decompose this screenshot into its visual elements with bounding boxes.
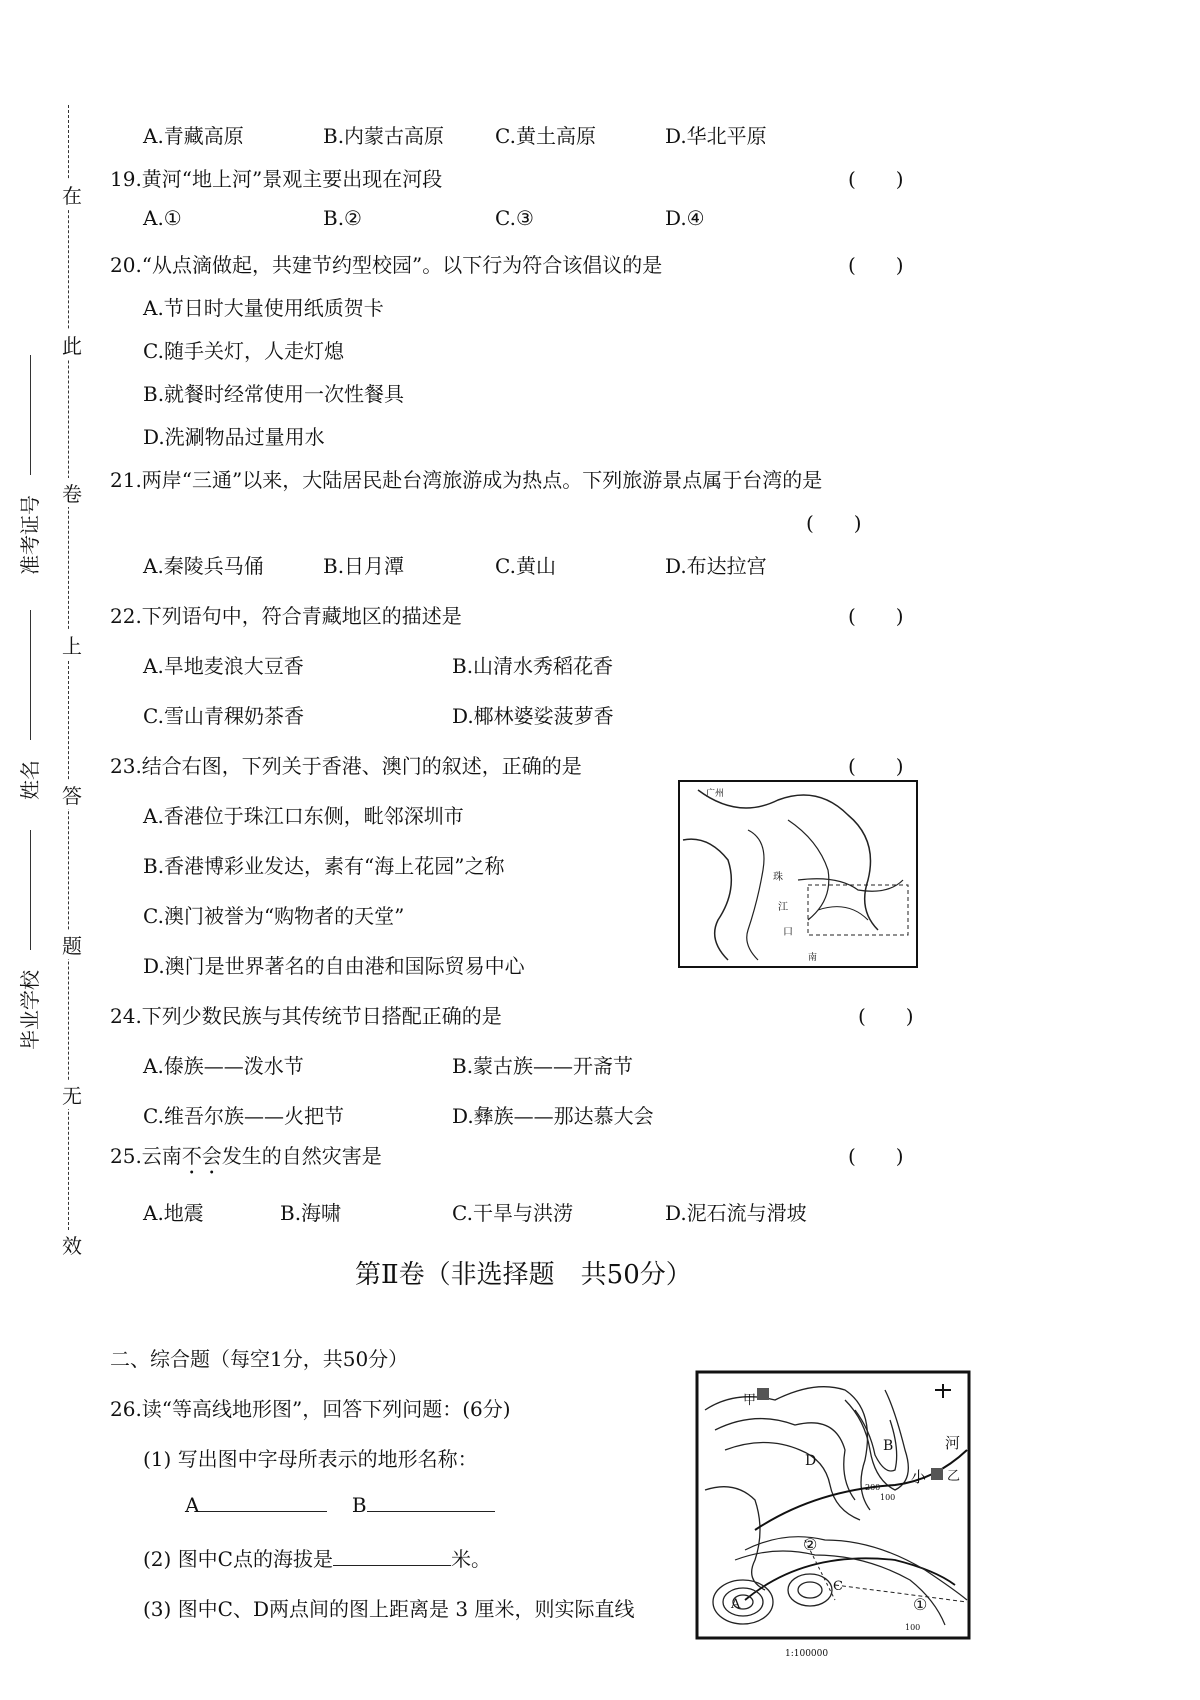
name-label: 姓名 (18, 760, 42, 800)
q23-option-a: A.香港位于珠江口东侧，毗邻深圳市 (143, 804, 464, 828)
map-label-b: B (883, 1438, 894, 1454)
q25-stem-post: 发生的自然灾害是 (221, 1144, 382, 1168)
map-label-d: D (805, 1453, 817, 1469)
blank-a-line[interactable] (199, 1493, 327, 1512)
q26-stem: 26.读“等高线地形图”，回答下列问题：(6分) (110, 1397, 511, 1421)
q19-option-d: D.④ (665, 206, 705, 230)
q22-option-b: B.山清水秀稻花香 (452, 654, 614, 678)
q25-answer-paren: ( ) (848, 1144, 904, 1168)
q26-part1: (1) 写出图中字母所表示的地形名称： (143, 1447, 478, 1471)
q23-option-b: B.香港博彩业发达，素有“海上花园”之称 (143, 854, 505, 878)
q24-option-c: C.维吾尔族——火把节 (143, 1104, 344, 1128)
q18-option-b: B.内蒙古高原 (323, 124, 445, 148)
q24-option-a: A.傣族——泼水节 (143, 1054, 304, 1078)
map-scale: 1:100000 (785, 1649, 829, 1659)
section2-heading: 二、综合题（每空1分，共50分） (110, 1347, 409, 1371)
sidebar-char: 效 (62, 1230, 82, 1259)
map-label-zhu: 珠 (773, 872, 783, 883)
q26-part2 (143, 1543, 491, 1572)
sidebar-char: 无 (62, 1080, 82, 1109)
map-label-2: ② (803, 1535, 818, 1554)
map-label-100b: 100 (905, 1623, 921, 1632)
sidebar-char: 卷 (62, 478, 82, 507)
q19-answer-paren: ( ) (848, 167, 904, 191)
map-label-yi: 乙 (947, 1469, 961, 1484)
sidebar-char: 答 (62, 780, 82, 809)
map-label-1: ① (913, 1595, 928, 1614)
map-label-c: C (833, 1579, 843, 1594)
q24-answer-paren: ( ) (858, 1004, 914, 1028)
q22-option-c: C.雪山青稞奶茶香 (143, 704, 304, 728)
q21-option-a: A.秦陵兵马俑 (143, 554, 264, 578)
q22-option-d: D.椰林婆娑菠萝香 (452, 704, 614, 728)
q20-stem: 20.“从点滴做起，共建节约型校园”。以下行为符合该倡议的是 (110, 253, 663, 277)
blank-b-line[interactable] (367, 1493, 495, 1512)
q18-option-a: A.青藏高原 (143, 124, 244, 148)
map-label-a: A (731, 1597, 741, 1612)
sidebar-line (30, 355, 31, 475)
q22-option-a: A.旱地麦浪大豆香 (143, 654, 304, 678)
q19-option-a: A.① (143, 206, 182, 230)
q26-part3: (3) 图中C、D两点间的图上距离是 3 厘米，则实际直线 (143, 1597, 635, 1621)
q25-option-b: B.海啸 (280, 1201, 342, 1225)
q19-option-b: B.② (323, 206, 362, 230)
q18-option-c: C.黄土高原 (495, 124, 596, 148)
blank-a-label: A (185, 1493, 200, 1517)
q19-stem: 19.黄河“地上河”景观主要出现在河段 (110, 167, 443, 191)
sidebar-line (30, 830, 31, 950)
q21-option-b: B.日月潭 (323, 554, 405, 578)
sidebar-char: 在 (62, 180, 82, 209)
map-label-nan: 南 (808, 953, 818, 963)
q25-option-d: D.泥石流与滑坡 (665, 1201, 807, 1225)
map-label-guangzhou: 广州 (706, 789, 725, 799)
q25-stem-emphasis: 不会 (181, 1144, 222, 1168)
map-label-xiao: 小 (911, 1468, 927, 1486)
exam-number-label: 准考证号 (18, 495, 42, 575)
q21-stem: 21.两岸“三通”以来，大陆居民赴台湾旅游成为热点。下列旅游景点属于台湾的是 (110, 468, 823, 492)
q22-answer-paren: ( ) (848, 604, 904, 628)
q24-stem: 24.下列少数民族与其传统节日搭配正确的是 (110, 1004, 502, 1028)
q24-option-d: D.彝族——那达慕大会 (452, 1104, 654, 1128)
blank-b-label: B (351, 1493, 367, 1517)
q20-option-c: C.随手关灯，人走灯熄 (143, 339, 344, 363)
q21-answer-paren: ( ) (806, 511, 862, 535)
q18-option-d: D.华北平原 (665, 124, 767, 148)
q21-option-d: D.布达拉宫 (665, 554, 767, 578)
q23-option-c: C.澳门被誉为“购物者的天堂” (143, 904, 405, 928)
blank-c-elevation-line[interactable] (333, 1547, 451, 1566)
q20-option-a: A.节日时大量使用纸质贺卡 (143, 296, 384, 320)
q26-blanks-ab (185, 1493, 495, 1517)
q20-answer-paren: ( ) (848, 253, 904, 277)
map-label-kou: 口 (783, 927, 793, 938)
map-label-jia: 甲 (743, 1393, 757, 1408)
q26-part2-post: 米。 (451, 1547, 491, 1571)
map-label-jiang: 江 (778, 902, 788, 913)
sidebar-line (30, 610, 31, 740)
q25-option-c: C.干旱与洪涝 (452, 1201, 573, 1225)
contour-map (695, 1370, 975, 1670)
map-label-he: 河 (945, 1434, 961, 1452)
sidebar-char: 此 (62, 330, 82, 359)
q21-option-c: C.黄山 (495, 554, 556, 578)
q20-option-b: B.就餐时经常使用一次性餐具 (143, 382, 405, 406)
q25-option-a: A.地震 (143, 1201, 204, 1225)
section2-title: 第Ⅱ卷（非选择题 共50分） (355, 1260, 692, 1290)
hk-macau-map (678, 780, 918, 968)
school-label: 毕业学校 (18, 970, 42, 1050)
map-label-100: 100 (880, 1493, 896, 1502)
q19-option-c: C.③ (495, 206, 534, 230)
sidebar-char: 上 (62, 630, 82, 659)
sidebar-char: 题 (62, 930, 82, 959)
q26-part2-pre: (2) 图中C点的海拔是 (143, 1547, 333, 1571)
q22-stem: 22.下列语句中，符合青藏地区的描述是 (110, 604, 462, 628)
q24-option-b: B.蒙古族——开斋节 (452, 1054, 634, 1078)
q25-stem (110, 1140, 382, 1179)
map-label-200: 200 (865, 1483, 881, 1492)
q23-option-d: D.澳门是世界著名的自由港和国际贸易中心 (143, 954, 525, 978)
q23-answer-paren: ( ) (848, 754, 904, 778)
q20-option-d: D.洗涮物品过量用水 (143, 425, 325, 449)
q25-stem-pre: 25.云南 (110, 1144, 182, 1168)
q23-stem: 23.结合右图，下列关于香港、澳门的叙述，正确的是 (110, 754, 582, 778)
